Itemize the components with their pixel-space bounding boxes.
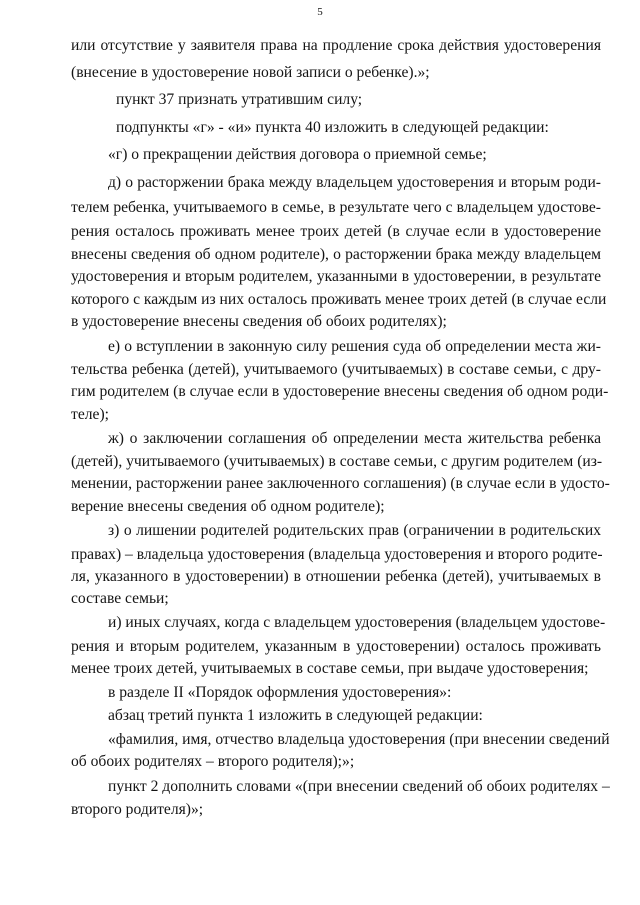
text-line-27: менее троих детей, учитываемых в составе семьи, при выдаче удостоверения;: [71, 660, 589, 677]
text-line-9: внесены сведения об одном родителе), о расторжении брака между владельцем: [71, 246, 601, 263]
text-line-29: абзац третий пункта 1 изложить в следующей редакции:: [108, 707, 483, 724]
text-line-30: «фамилия, имя, отчество владельца удостоверения (при внесении сведений: [108, 731, 610, 748]
text-line-18: (детей), учитываемого (учитываемых) в составе семьи, с другим родителем (из-: [71, 453, 603, 470]
text-line-26: рения и вторым родителем, указанным в удостоверении) осталось проживать: [71, 638, 601, 655]
text-line-32: пункт 2 дополнить словами «(при внесении сведений об обоих родителях –: [108, 778, 610, 795]
text-line-23: ля, указанного в удостоверении) в отношении ребенка (детей), учитываемых в: [71, 568, 601, 585]
text-line-6: д) о расторжении брака между владельцем удостоверения и вторым роди-: [108, 174, 601, 191]
text-line-3: пункт 37 признать утратившим силу;: [116, 91, 363, 108]
text-line-19: менении, расторжении ранее заключенного соглашения) (в случае если в удосто-: [71, 475, 610, 492]
text-line-28: в разделе II «Порядок оформления удостоверения»:: [108, 684, 452, 701]
text-line-10: удостоверения и вторым родителем, указанными в удостоверении, в результате: [71, 268, 601, 285]
text-line-7: телем ребенка, учитываемого в семье, в результате чего с владельцем удостове-: [71, 199, 601, 216]
page-number: 5: [317, 6, 323, 18]
text-line-12: в удостоверение внесены сведения об обоих родителях);: [71, 313, 447, 330]
text-line-33: второго родителя)»;: [71, 801, 204, 818]
text-line-16: теле);: [71, 406, 109, 423]
text-line-24: составе семьи;: [71, 590, 169, 607]
text-line-20: верение внесены сведения об одном родителе);: [71, 498, 385, 515]
text-line-8: рения осталось проживать менее троих детей (в случае если в удостоверение: [71, 223, 601, 240]
text-line-17: ж) о заключении соглашения об определении места жительства ребенка: [108, 430, 601, 447]
text-line-11: которого с каждым из них осталось проживать менее троих детей (в случае если: [71, 291, 607, 308]
text-line-25: и) иных случаях, когда с владельцем удостоверения (владельцем удостове-: [108, 614, 606, 631]
text-line-22: правах) – владельца удостоверения (владельца удостоверения и второго родите-: [71, 546, 603, 563]
text-line-2: (внесение в удостоверение новой записи о ребенке).»;: [71, 64, 430, 81]
text-line-4: подпункты «г» - «и» пункта 40 изложить в следующей редакции:: [116, 119, 549, 136]
text-line-21: з) о лишении родителей родительских прав (ограничении в родительских: [108, 522, 601, 539]
text-line-1: или отсутствие у заявителя права на продление срока действия удостоверения: [71, 37, 601, 54]
text-line-13: е) о вступлении в законную силу решения суда об определении места жи-: [108, 338, 601, 355]
text-line-31: об обоих родителях – второго родителя);»;: [71, 753, 355, 770]
text-line-5: «г) о прекращении действия договора о приемной семье;: [108, 146, 487, 163]
text-line-14: тельства ребенка (детей), учитываемого (учитываемых) в составе семьи, с дру-: [71, 361, 601, 378]
text-line-15: гим родителем (в случае если в удостоверение внесены сведения об одном роди-: [71, 383, 609, 400]
